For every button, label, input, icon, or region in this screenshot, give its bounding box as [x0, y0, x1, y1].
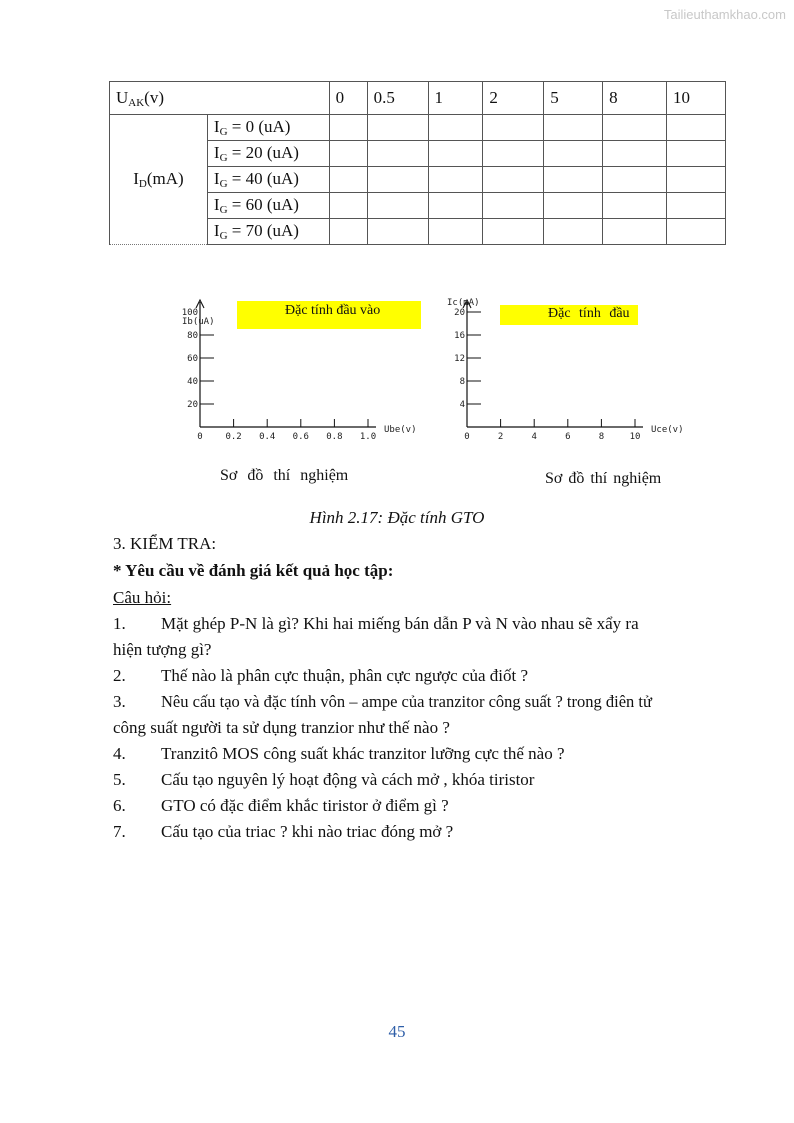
x-tick-label: 0.4: [259, 432, 276, 442]
x-tick-label: 6: [565, 432, 571, 442]
table-row: [110, 115, 726, 141]
col-header: 8: [603, 82, 667, 115]
y-tick-label: 4: [459, 400, 465, 410]
y-tick-label: 60: [187, 354, 198, 364]
list-item: [113, 663, 718, 689]
col-header: 2: [483, 82, 544, 115]
chart-title: Đặc tính đầu vào: [285, 303, 381, 318]
y-tick-label: 12: [454, 354, 465, 364]
chart-title-highlight: [237, 301, 421, 329]
header-uak: $U_{AK}(v)$: [110, 82, 330, 115]
ig-label: $I_G = 70$ (uA): [207, 219, 329, 245]
x-tick-label: 0.2: [225, 432, 242, 442]
question-continuation: công suất người ta sử dụng tranzior như thế nào ?: [113, 718, 450, 737]
x-tick-label: 0.8: [326, 432, 343, 442]
section-title: 3. KIỂM TRA:: [113, 534, 217, 553]
y-axis-label: Ib(uA): [182, 317, 215, 327]
question-text: Thế nào là phân cực thuận, phân cực ngược của điốt ?: [161, 666, 529, 685]
x-axis-label: Ube(v): [384, 425, 417, 435]
ig-label: $I_G = 0$ (uA): [207, 115, 329, 141]
chart-caption: Sơ đồ thí nghiệm: [545, 470, 662, 487]
y-axis-max-label: 100: [181, 308, 198, 318]
watermark: Tailieuthamkhao.com: [663, 7, 786, 22]
question-list: [113, 611, 718, 845]
question-number: 1.: [113, 614, 126, 633]
chart-title: Đặc tính đầu: [548, 306, 630, 321]
chart-title-highlight: [500, 305, 638, 325]
col-header: 0.5: [367, 82, 428, 115]
y-tick-label: 40: [187, 377, 198, 387]
row-label-id: $I_D(mA)$: [110, 115, 208, 245]
list-item: [113, 819, 718, 845]
x-tick-label: 4: [531, 432, 537, 442]
ig-label: $I_G = 60$ (uA): [207, 193, 329, 219]
question-text: Cấu tạo nguyên lý hoạt động và cách mở , khóa tiristor: [161, 770, 535, 789]
requirement-title: * Yêu cầu về đánh giá kết quả học tập:: [113, 561, 394, 580]
measurement-table: [109, 81, 726, 245]
x-axis-label: Uce(v): [651, 425, 684, 435]
question-text: Mặt ghép P-N là gì? Khi hai miếng bán dẫn P và N vào nhau sẽ xẩy ra: [161, 614, 639, 633]
y-tick-label: 80: [187, 331, 198, 341]
col-header: 10: [667, 82, 726, 115]
page-number: 45: [388, 1022, 406, 1041]
question-number: 3.: [113, 692, 126, 711]
ig-label: $I_G = 20$ (uA): [207, 141, 329, 167]
col-header: 1: [428, 82, 483, 115]
question-continuation: hiện tượng gì?: [113, 640, 212, 659]
list-item: [113, 611, 718, 663]
question-text: Tranzitô MOS công suất khác tranzitor lưỡng cực thế nào ?: [161, 744, 565, 763]
y-tick-label: 16: [454, 331, 465, 341]
figure-caption: Hình 2.17: Đặc tính GTO: [309, 508, 485, 527]
question-number: 4.: [113, 744, 126, 763]
x-tick-label: 0.6: [292, 432, 309, 442]
list-item: [113, 741, 718, 767]
x-tick-label: 2: [497, 432, 504, 442]
x-tick-label: 0: [197, 432, 203, 442]
y-tick-label: 20: [454, 308, 465, 318]
x-tick-label: 0: [464, 432, 470, 442]
y-tick-label: 20: [187, 400, 198, 410]
col-header: 5: [544, 82, 603, 115]
x-tick-label: 10: [629, 432, 641, 442]
question-number: 5.: [113, 770, 126, 789]
question-text: Nêu cấu tạo và đặc tính vôn – ampe của tranzitor công suất ? trong điên tử: [161, 692, 652, 711]
y-tick-label: 8: [459, 377, 465, 387]
ig-label: $I_G = 40$ (uA): [207, 167, 329, 193]
question-number: 2.: [113, 666, 126, 685]
table-header-row: [110, 82, 726, 115]
question-number: 7.: [113, 822, 126, 841]
chart-caption: Sơ đồ thí nghiệm: [220, 467, 349, 484]
question-number: 6.: [113, 796, 126, 815]
list-item: [113, 793, 718, 819]
x-tick-label: 8: [598, 432, 605, 442]
x-tick-label: 1.0: [359, 432, 377, 442]
questions-label: Câu hỏi:: [113, 588, 172, 607]
list-item: [113, 689, 718, 741]
y-axis-label: Ic(mA): [447, 298, 480, 308]
question-text: Cấu tạo của triac ? khi nào triac đóng mở ?: [161, 822, 454, 841]
list-item: [113, 767, 718, 793]
question-text: GTO có đặc điểm khắc tiristor ở điểm gì ?: [161, 796, 449, 815]
col-header: 0: [329, 82, 367, 115]
